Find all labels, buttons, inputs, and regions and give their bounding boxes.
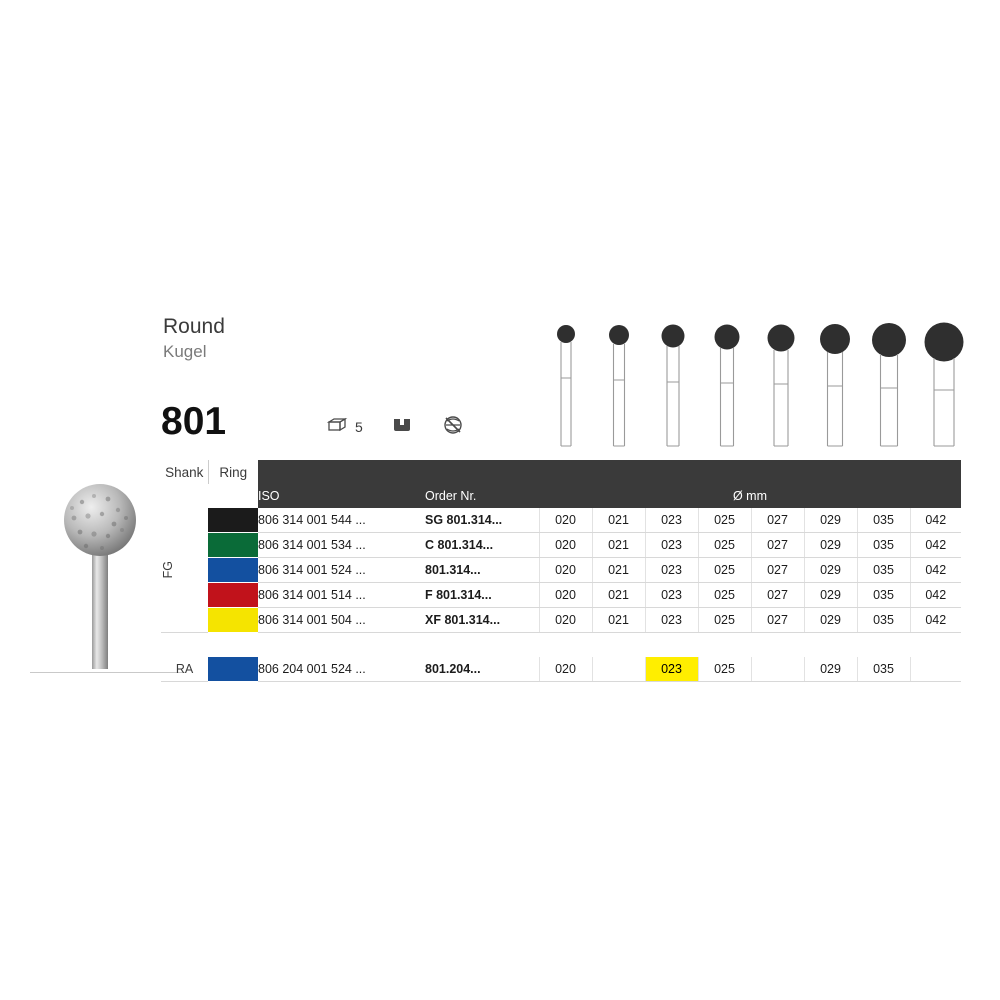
iso-number: 806 314 001 544 ... — [258, 508, 425, 533]
diameter-cell: 027 — [751, 583, 804, 608]
diameter-cell: 035 — [857, 583, 910, 608]
diameter-cell-highlighted: 023 — [645, 657, 698, 682]
diameter-cell: 020 — [539, 583, 592, 608]
product-name-en: Round — [163, 315, 225, 338]
diameter-cell: 021 — [592, 583, 645, 608]
table-row — [161, 657, 961, 682]
diameter-cell: 027 — [751, 533, 804, 558]
table-row — [161, 533, 961, 558]
no-autoclave-pictogram — [441, 415, 465, 438]
package-quantity-label: 5 — [355, 418, 363, 435]
shank-label-ra: RA — [161, 657, 208, 682]
table-separator-row — [161, 633, 961, 658]
figure-number: 801 — [161, 400, 227, 443]
diameter-cell: 021 — [592, 508, 645, 533]
diameter-cell: 027 — [751, 508, 804, 533]
diameter-cell: 025 — [698, 533, 751, 558]
table-row — [161, 508, 961, 533]
ring-color-cell — [208, 583, 258, 608]
ring-color-cell — [208, 508, 258, 533]
order-number: F 801.314... — [425, 583, 539, 608]
diameter-cell: 020 — [539, 558, 592, 583]
diameter-cell: 042 — [910, 508, 961, 533]
diameter-cell: 025 — [698, 657, 751, 682]
table-row — [161, 608, 961, 633]
diameter-cell: 042 — [910, 558, 961, 583]
diameter-cell: 027 — [751, 608, 804, 633]
diameter-cell: 023 — [645, 583, 698, 608]
instrument-shape-8 — [925, 323, 964, 447]
table-row — [161, 558, 961, 583]
order-number: XF 801.314... — [425, 608, 539, 633]
iso-number: 806 314 001 524 ... — [258, 558, 425, 583]
instrument-shape-7 — [872, 323, 906, 446]
sterilizer-icon — [391, 416, 413, 437]
instrument-shape-row — [540, 318, 985, 450]
diameter-cell: 020 — [539, 533, 592, 558]
diameter-cell: 023 — [645, 533, 698, 558]
diameter-cell: 020 — [539, 657, 592, 682]
diameter-cell: 035 — [857, 533, 910, 558]
diameter-cell: 035 — [857, 508, 910, 533]
order-number: C 801.314... — [425, 533, 539, 558]
diameter-cell: 021 — [592, 608, 645, 633]
ring-swatch-green — [208, 533, 258, 557]
diameter-cell: 025 — [698, 508, 751, 533]
table-header-row-1 — [161, 460, 961, 484]
diameter-cell: 035 — [857, 657, 910, 682]
diameter-cell — [910, 657, 961, 682]
iso-number: 806 204 001 524 ... — [258, 657, 425, 682]
shank-group-fg — [161, 508, 208, 633]
diameter-cell: 023 — [645, 608, 698, 633]
order-number: 801.204... — [425, 657, 539, 682]
instrument-shape-6 — [820, 324, 850, 446]
specification-table — [161, 460, 961, 682]
header-spacer-shank — [161, 484, 208, 508]
product-title-block — [163, 314, 493, 364]
instrument-shape-4 — [715, 325, 740, 447]
diameter-cell: 035 — [857, 608, 910, 633]
ring-swatch-yellow — [208, 608, 258, 632]
ring-color-cell — [208, 657, 258, 682]
diameter-cell — [751, 657, 804, 682]
diameter-cell: 021 — [592, 558, 645, 583]
diameter-cell: 029 — [804, 608, 857, 633]
instrument-shapes-svg — [540, 318, 985, 450]
diameter-cell: 025 — [698, 608, 751, 633]
diameter-cell: 023 — [645, 558, 698, 583]
iso-number: 806 314 001 504 ... — [258, 608, 425, 633]
ring-swatch-blue — [208, 558, 258, 582]
diameter-cell: 042 — [910, 583, 961, 608]
ring-color-cell — [208, 533, 258, 558]
pictogram-row — [327, 415, 465, 438]
ring-swatch-black — [208, 508, 258, 532]
diameter-cell: 029 — [804, 533, 857, 558]
diameter-cell: 029 — [804, 583, 857, 608]
package-icon — [327, 417, 349, 436]
table-header-row-2 — [161, 484, 961, 508]
diameter-cell: 020 — [539, 508, 592, 533]
header-shank: Shank — [161, 460, 208, 484]
diameter-cell: 025 — [698, 583, 751, 608]
header-iso: ISO — [258, 484, 425, 508]
diameter-cell: 025 — [698, 558, 751, 583]
diameter-cell: 021 — [592, 533, 645, 558]
header-spacer-ring — [208, 484, 258, 508]
diameter-cell: 035 — [857, 558, 910, 583]
diameter-cell: 020 — [539, 608, 592, 633]
header-order: Order Nr. — [425, 484, 539, 508]
order-number: SG 801.314... — [425, 508, 539, 533]
header-dark-bar — [258, 460, 961, 484]
product-photo — [38, 472, 178, 672]
ring-color-cell — [208, 558, 258, 583]
diameter-cell — [592, 657, 645, 682]
ring-color-cell — [208, 608, 258, 633]
diameter-cell: 042 — [910, 608, 961, 633]
diameter-cell: 029 — [804, 657, 857, 682]
instrument-shape-5 — [768, 325, 795, 447]
ring-swatch-red — [208, 583, 258, 607]
package-quantity — [327, 417, 363, 436]
iso-number: 806 314 001 514 ... — [258, 583, 425, 608]
table-row — [161, 583, 961, 608]
ring-swatch-blue — [208, 657, 258, 681]
diameter-cell: 042 — [910, 533, 961, 558]
diameter-cell: 029 — [804, 558, 857, 583]
shank-label-fg: FG — [161, 561, 175, 579]
no-autoclave-icon — [441, 415, 465, 438]
instrument-shape-2 — [609, 325, 629, 446]
iso-number: 806 314 001 534 ... — [258, 533, 425, 558]
sterilizer-pictogram — [391, 416, 413, 437]
order-number: 801.314... — [425, 558, 539, 583]
product-name-de: Kugel — [163, 342, 207, 361]
instrument-shape-1 — [557, 325, 575, 446]
header-diameter: Ø mm — [539, 484, 961, 508]
diameter-cell: 027 — [751, 558, 804, 583]
instrument-shape-3 — [662, 325, 685, 447]
header-ring: Ring — [208, 460, 258, 484]
diameter-cell: 023 — [645, 508, 698, 533]
diameter-cell: 029 — [804, 508, 857, 533]
